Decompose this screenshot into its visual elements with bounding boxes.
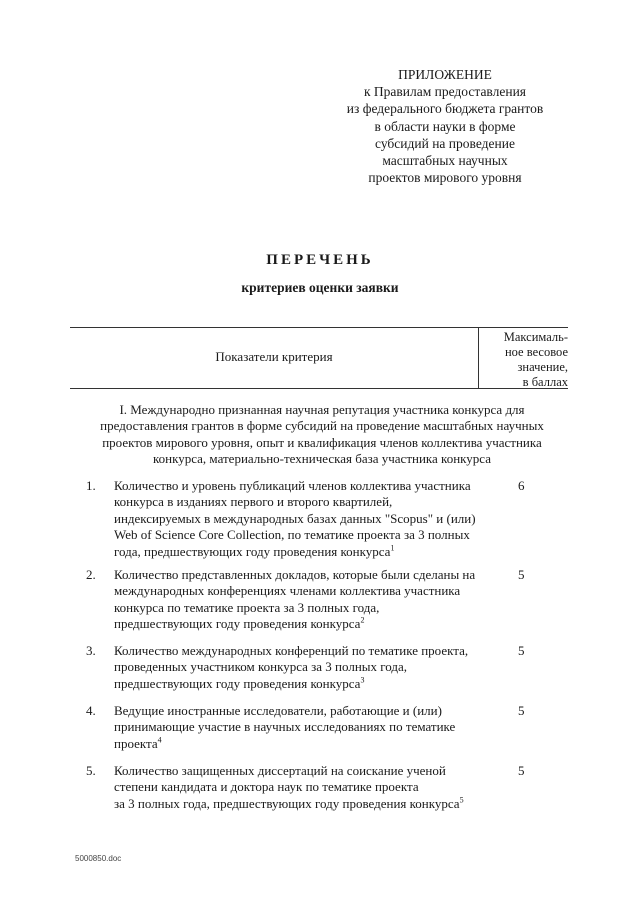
file-name-footer: 5000850.doc: [75, 854, 122, 863]
criterion-line: Количество представленных докладов, которые были сделаны на: [114, 567, 476, 582]
column-header-max-score: [480, 330, 568, 390]
appendix-line: ПРИЛОЖЕНИЕ: [398, 67, 492, 82]
appendix-line: масштабных научных: [382, 153, 508, 169]
criterion-line: конкурса по тематике проекта за 3 полных года,: [114, 599, 380, 615]
column-header-line: значение,: [517, 360, 568, 374]
criterion-line: международных конференциях членами коллектива участника: [114, 583, 461, 599]
appendix-line: из федерального бюджета грантов: [346, 101, 544, 117]
appendix-line: в области науки в форме: [374, 118, 516, 134]
appendix-header: [330, 66, 560, 186]
criterion-score: 6: [518, 478, 525, 493]
table-column-divider: [478, 327, 479, 388]
column-header-line: Максималь-: [503, 330, 568, 344]
criterion-line: проекта: [114, 735, 158, 751]
section-heading: [92, 402, 552, 468]
criterion-line: предшествующих году проведения конкурса: [114, 616, 361, 632]
criterion-line: Ведущие иностранные исследователи, работающие и (или): [114, 703, 442, 718]
criterion-score: 5: [518, 703, 525, 718]
criterion-line: Количество международных конференций по тематике проекта,: [114, 643, 469, 658]
criterion-line: Количество и уровень публикаций членов коллектива участника: [114, 478, 471, 493]
criterion-line: Web of Science Core Collection, по тематике проекта за 3 полных: [114, 527, 470, 543]
footnote-marker: 3: [360, 675, 365, 685]
criterion-score: 5: [518, 567, 525, 582]
column-header-criteria: Показатели критерия: [215, 349, 333, 364]
column-header-line: в баллах: [522, 375, 568, 389]
criterion-line: предшествующих году проведения конкурса: [114, 675, 361, 691]
footnote-marker: 2: [360, 615, 365, 625]
document-title: ПЕРЕЧЕНЬ: [266, 252, 374, 268]
criterion-line: принимающие участие в научных исследованиях по тематике: [114, 719, 456, 735]
criterion-score: 5: [518, 763, 525, 778]
table-top-rule: [70, 327, 568, 328]
criterion-number: 4.: [86, 703, 96, 718]
column-header-line: ное весовое: [504, 345, 568, 359]
criterion-text: [114, 567, 474, 633]
criterion-number: 2.: [86, 567, 96, 582]
criterion-text: [114, 643, 474, 692]
criterion-text: [114, 703, 474, 752]
criterion-number: 3.: [86, 643, 96, 658]
footnote-marker: 4: [157, 735, 162, 745]
criterion-text: [114, 478, 474, 560]
criterion-score: 5: [518, 643, 525, 658]
footnote-marker: 5: [459, 795, 464, 805]
appendix-line: субсидий на проведение: [375, 135, 515, 151]
criterion-line: конкурса в изданиях первого и второго квартилей,: [114, 494, 393, 510]
criterion-line: за 3 полных года, предшествующих году проведения конкурса: [114, 795, 460, 811]
criterion-line: проведенных участником конкурса за 3 полных года,: [114, 659, 408, 675]
criterion-number: 1.: [86, 478, 96, 493]
criterion-line: индексируемых в международных базах данных "Scopus" и (или): [114, 510, 476, 526]
section-line: предоставления грантов в форме субсидий на проведение масштабных научных: [100, 418, 544, 434]
criterion-line: Количество защищенных диссертаций на соискание ученой: [114, 763, 446, 778]
section-line: проектов мирового уровня, опыт и квалификация членов коллектива участника: [102, 434, 542, 450]
criterion-text: [114, 763, 474, 812]
criterion-line: степени кандидата и доктора наук по тематике проекта: [114, 779, 419, 795]
section-line: I. Международно признанная научная репутация участника конкурса для: [119, 402, 525, 417]
criterion-number: 5.: [86, 763, 96, 778]
document-subtitle: критериев оценки заявки: [241, 280, 399, 295]
appendix-line: проектов мирового уровня: [368, 170, 522, 186]
appendix-line: к Правилам предоставления: [363, 84, 527, 100]
section-line: конкурса, материально-техническая база участника конкурса: [152, 451, 492, 467]
criterion-line: года, предшествующих году проведения конкурса: [114, 543, 391, 559]
footnote-marker: 1: [390, 543, 395, 553]
